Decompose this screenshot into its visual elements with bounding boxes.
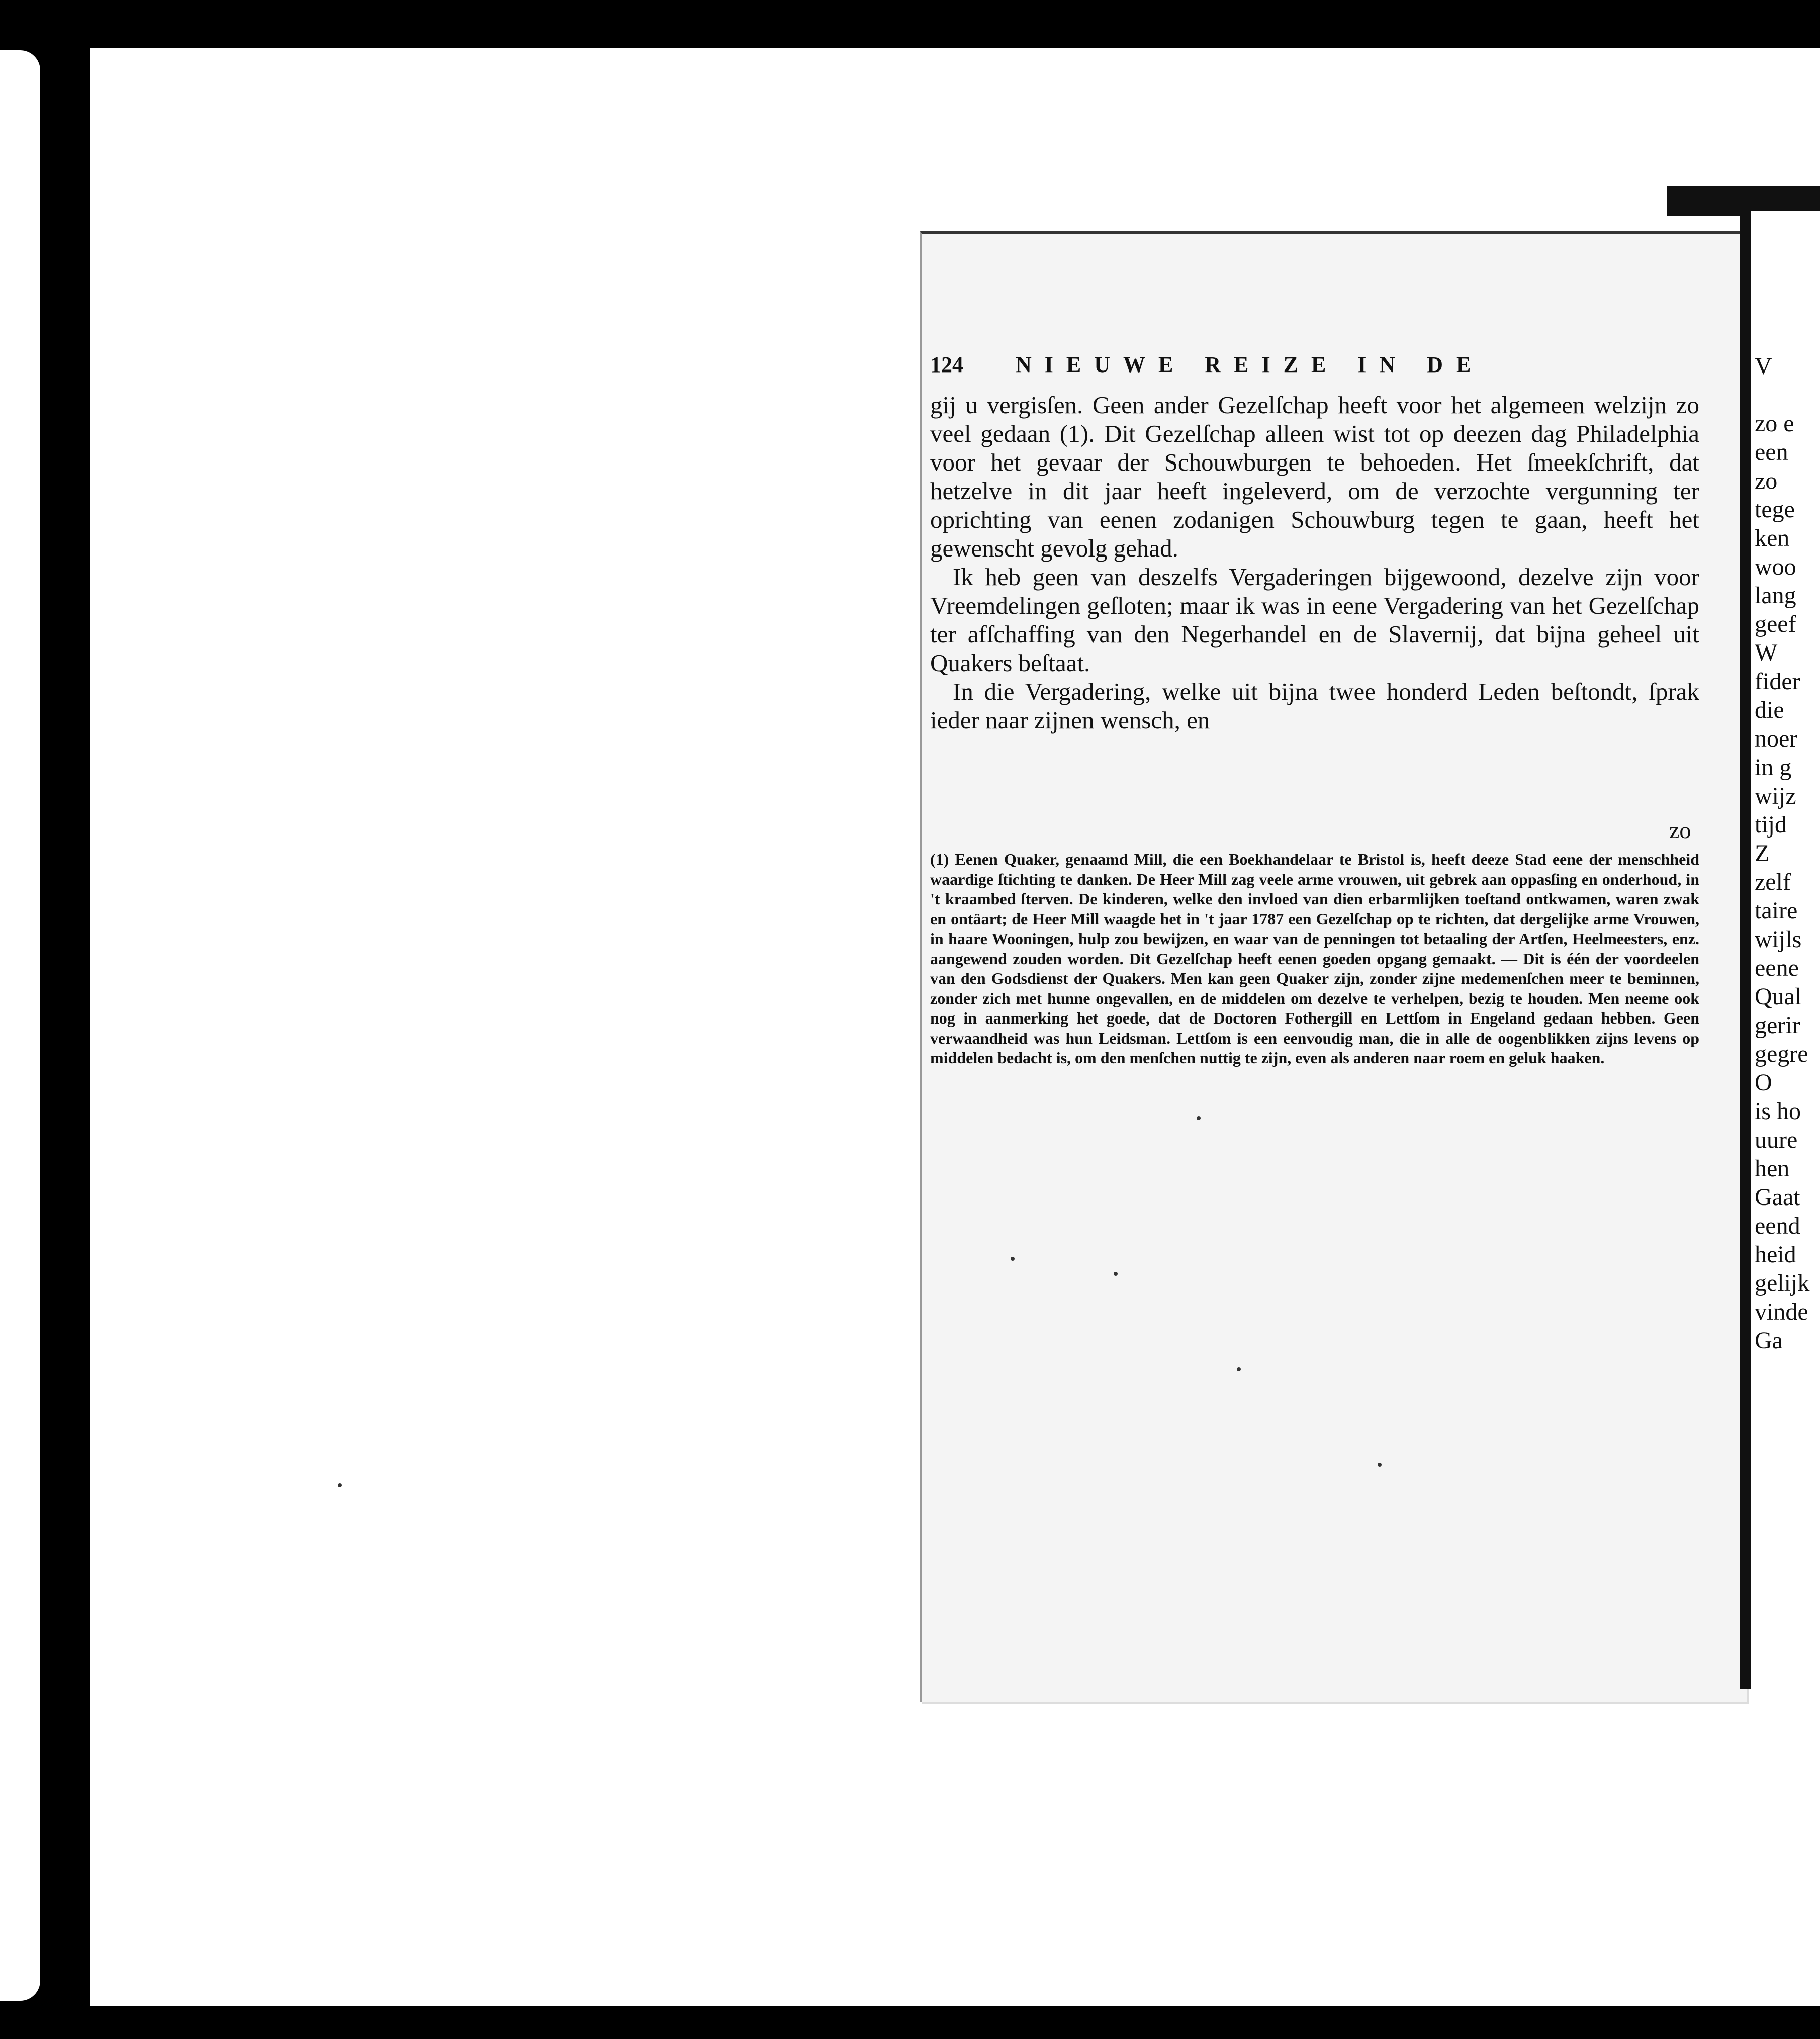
right-line: taire — [1755, 897, 1798, 924]
running-head — [930, 352, 1699, 387]
right-line: wijls — [1755, 926, 1802, 953]
right-line: woo — [1755, 553, 1796, 580]
right-line: hen — [1755, 1155, 1790, 1182]
right-line: ken — [1755, 525, 1790, 551]
right-line: zo — [1755, 468, 1778, 494]
speck-mark — [1378, 1463, 1382, 1467]
right-line: noer — [1755, 725, 1798, 752]
right-line: die — [1755, 697, 1784, 723]
paragraph-3: In die Vergadering, welke uit bijna twee honderd Leden beſtondt, ſprak ieder naar zijnen wensch, en — [930, 678, 1699, 734]
right-line: uure — [1755, 1127, 1798, 1153]
right-line: Qual — [1755, 983, 1802, 1010]
scan-frame-top — [0, 0, 1820, 48]
right-line: in g — [1755, 754, 1792, 781]
right-line: lang — [1755, 582, 1796, 609]
catchword: zo — [1669, 817, 1691, 843]
right-line: geef — [1755, 611, 1796, 637]
speck-mark — [1237, 1367, 1241, 1371]
right-line: een — [1755, 439, 1788, 466]
right-line: tege — [1755, 496, 1795, 523]
right-line: gerir — [1755, 1012, 1800, 1039]
scan-frame-bottom — [0, 2006, 1820, 2039]
footnote — [930, 850, 1699, 1068]
speck-mark — [338, 1483, 342, 1487]
right-line: O — [1755, 1069, 1772, 1096]
right-line: vinde — [1755, 1299, 1808, 1325]
page-number: 124 — [930, 352, 963, 377]
right-page-text-fragments — [1755, 352, 1820, 1355]
right-line: is ho — [1755, 1098, 1801, 1125]
right-line: zo e — [1755, 410, 1794, 437]
right-line: gelijk — [1755, 1270, 1810, 1296]
running-head-title: NIEUWE REIZE IN DE — [1016, 352, 1484, 377]
paragraph-2: Ik heb geen van deszelfs Vergaderingen bijgewoond, dezelve zijn voor Vreemdelingen geſloten; maar ik was in eene Vergadering van het Gezelſchap ter afſchaffing van den Negerhandel en de Slavernij, dat bijna geheel uit Quakers beſtaat. — [930, 563, 1699, 677]
right-line: W — [1755, 639, 1778, 666]
right-line: Ga — [1755, 1327, 1783, 1354]
body-text — [930, 391, 1699, 734]
scan-frame-left-margin — [0, 50, 40, 2001]
right-line: zelf — [1755, 869, 1791, 895]
right-line: gegre — [1755, 1041, 1808, 1067]
speck-mark — [1114, 1272, 1118, 1276]
right-line: Z — [1755, 840, 1770, 867]
footnote-text: (1) Eenen Quaker, genaamd Mill, die een Boekhandelaar te Bristol is, heeft deeze Stad eene der menschheid waardige ſtichting te danken. De Heer Mill zag veele arme vrouwen, uit gebrek aan oppasſing en onderhoud, in 't kraambed ſterven. De kinderen, welke den invloed van dien erbarmlijken toeſtand ontkwamen, waren zwak en ontäart; de Heer Mill waagde het in 't jaar 1787 een Gezelſchap op te richten, dat dergelijke arme Vrouwen, in haare Wooningen, hulp zou bewijzen, en waar van de penningen tot betaaling der Artſen, Heelmeesters, enz. aangewend zouden worden. Dit Gezelſchap heeft eenen goeden opgang gemaakt. — Dit is één der voordeelen van den Godsdienst der Quakers. Men kan geen Quaker zijn, zonder zijne medemenſchen meer te beminnen, zonder zich met hunne ongevallen, en de middelen om dezelve te verhelpen, bezig te houden. Men neeme ook nog in aanmerking het goede, dat de Doctoren Fothergill en Lettſom in Engeland gedaan hebben. Geen verwaandheid was hun Leidsman. Lettſom is een eenvoudig man, die in alle de oogenblikken zijns levens op middelen bedacht is, om den menſchen nuttig te zijn, even als anderen naar roem en geluk haaken. — [930, 850, 1699, 1067]
right-line: fider — [1755, 668, 1800, 695]
right-line: V — [1755, 353, 1772, 380]
right-line — [1755, 381, 1820, 409]
paragraph-1: gij u vergisſen. Geen ander Gezelſchap heeft voor het algemeen welzijn zo veel gedaan (1). Dit Gezelſchap alleen wist tot op deezen dag Philadelphia voor het gevaar der Schouwburgen te behoeden. Het ſmeekſchrift, dat hetzelve in dit jaar heeft ingeleverd, om de verzochte vergunning ter oprichting van eenen zodanigen Schouwburg tegen te gaan, heeft het gewenscht gevolg gehad. — [930, 391, 1699, 562]
right-line: wijz — [1755, 783, 1796, 809]
speck-mark — [1197, 1116, 1201, 1120]
right-line: Gaat — [1755, 1184, 1800, 1211]
right-line: heid — [1755, 1241, 1796, 1268]
right-line: tijd — [1755, 811, 1787, 838]
right-line: eend — [1755, 1213, 1800, 1239]
right-line: eene — [1755, 955, 1799, 981]
speck-mark — [1011, 1257, 1015, 1261]
